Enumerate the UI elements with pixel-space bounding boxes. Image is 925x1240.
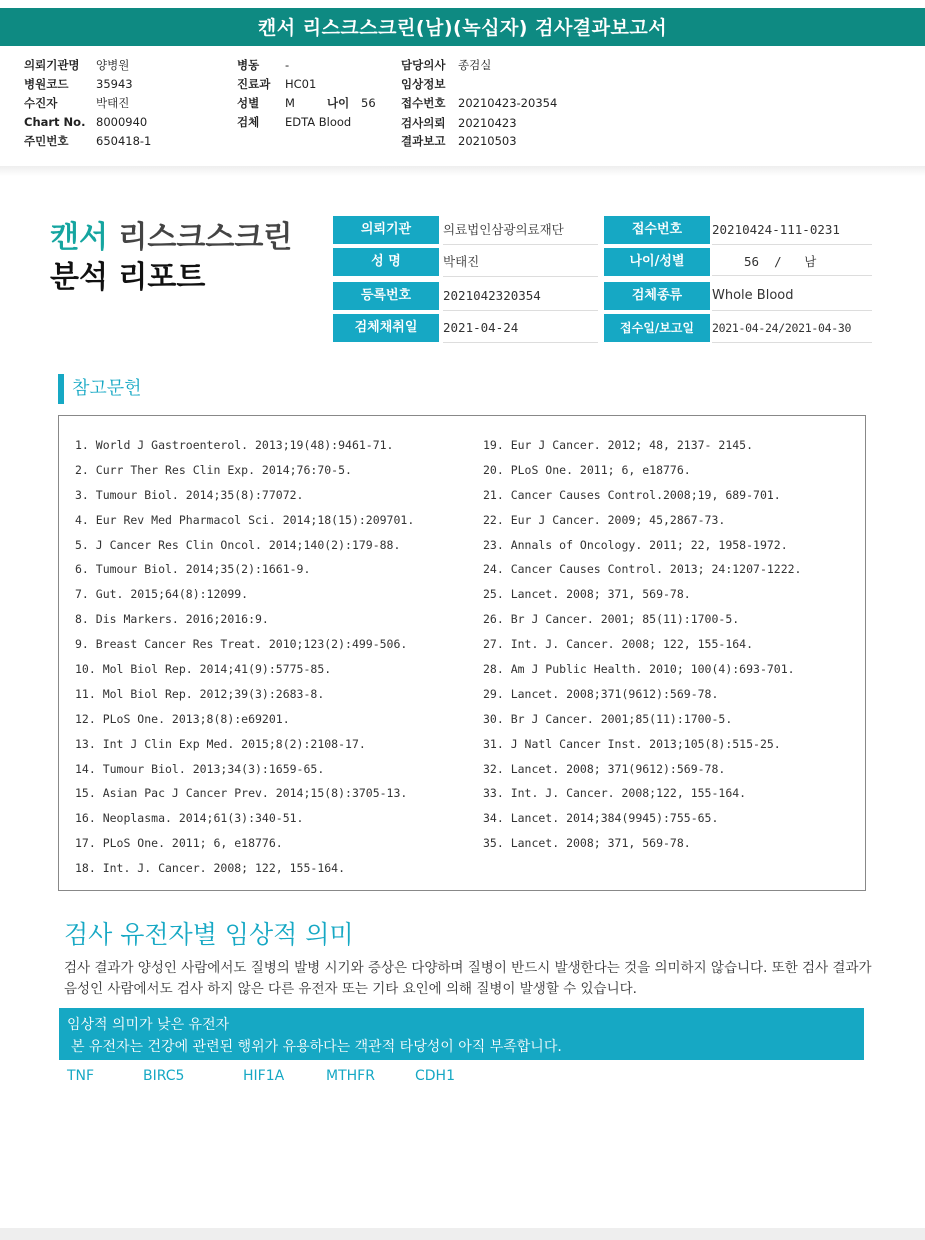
reference-item: 21. Cancer Causes Control.2008;19, 689-701. — [483, 487, 781, 502]
info-label-registration: 등록번호 — [333, 282, 439, 310]
banner-title: 임상적 의미가 낮은 유전자 — [67, 1017, 230, 1033]
reference-item: 23. Annals of Oncology. 2011; 22, 1958-1972. — [483, 537, 788, 552]
reference-item: 6. Tumour Biol. 2014;35(2):1661-9. — [75, 562, 311, 577]
reference-item: 31. J Natl Cancer Inst. 2013;105(8):515-25. — [483, 736, 781, 751]
meta-institution: 의뢰기관명 양병원 — [24, 58, 130, 72]
info-label-specimen-type: 검체종류 — [604, 282, 710, 310]
info-label-age-sex: 나이/성별 — [604, 248, 710, 276]
patient-meta — [0, 48, 925, 167]
meta-request-date: 검사의뢰 20210423 — [401, 116, 517, 130]
reference-item: 32. Lancet. 2008; 371(9612):569-78. — [483, 761, 726, 776]
info-value-age-sex: 56 / 남 — [712, 248, 872, 276]
gene-birc5: BIRC5 — [143, 1068, 185, 1084]
page-footer-bar — [0, 1228, 925, 1240]
reference-item: 34. Lancet. 2014;384(9945):755-65. — [483, 811, 719, 826]
info-value-registration: 2021042320354 — [443, 282, 598, 311]
meta-report-date: 결과보고 20210503 — [401, 134, 517, 148]
report-title: 캔서 리스크스크린(남)(녹십자) 검사결과보고서 — [0, 8, 925, 46]
info-label-dates: 접수일/보고일 — [604, 314, 710, 342]
reference-item: 1. World J Gastroenterol. 2013;19(48):9461-71. — [75, 438, 394, 452]
reference-item: 27. Int. J. Cancer. 2008; 122, 155-164. — [483, 637, 754, 652]
info-value-dates: 2021-04-24/2021-04-30 — [712, 314, 872, 343]
meta-hospital-code: 병원코드 35943 — [24, 77, 133, 91]
info-label-collection-date: 검체채취일 — [333, 314, 439, 342]
section-title: 검사 유전자별 임상적 의미 — [64, 920, 354, 949]
reference-item: 30. Br J Cancer. 2001;85(11):1700-5. — [483, 711, 733, 726]
reference-item: 8. Dis Markers. 2016;2016:9. — [75, 612, 269, 627]
reference-item: 17. PLoS One. 2011; 6, e18776. — [75, 836, 283, 851]
reference-item: 13. Int J Clin Exp Med. 2015;8(2):2108-17. — [75, 736, 366, 751]
reference-item: 20. PLoS One. 2011; 6, e18776. — [483, 462, 691, 477]
reference-item: 5. J Cancer Res Clin Oncol. 2014;140(2):179-88. — [75, 537, 401, 552]
reference-item: 14. Tumour Biol. 2013;34(3):1659-65. — [75, 761, 325, 776]
low-significance-banner — [59, 1008, 864, 1060]
references-left-column — [75, 433, 414, 881]
info-value-accession: 20210424-111-0231 — [712, 216, 872, 245]
gene-cdh1: CDH1 — [415, 1068, 455, 1084]
reference-item: 22. Eur J Cancer. 2009; 45,2867-73. — [483, 512, 726, 527]
meta-accession-no: 접수번호 20210423-20354 — [401, 96, 558, 110]
reference-item: 28. Am J Public Health. 2010; 100(4):693-701. — [483, 662, 795, 677]
reference-item: 11. Mol Biol Rep. 2012;39(3):2683-8. — [75, 686, 325, 701]
divider-shadow — [0, 166, 925, 176]
info-value-collection-date: 2021-04-24 — [443, 314, 598, 343]
meta-resident-no: 주민번호 650418-1 — [24, 134, 152, 148]
meta-doctor: 담당의사 종검실 — [401, 58, 492, 72]
reference-item: 33. Int. J. Cancer. 2008;122, 155-164. — [483, 786, 747, 801]
gene-hif1a: HIF1A — [243, 1068, 285, 1084]
reference-item: 15. Asian Pac J Cancer Prev. 2014;15(8):3705-13. — [75, 786, 408, 801]
reference-item: 18. Int. J. Cancer. 2008; 122, 155-164. — [75, 861, 346, 876]
reference-item: 29. Lancet. 2008;371(9612):569-78. — [483, 686, 719, 701]
reference-item: 4. Eur Rev Med Pharmacol Sci. 2014;18(15):209701. — [75, 512, 415, 527]
info-label-accession: 접수번호 — [604, 216, 710, 244]
reference-item: 10. Mol Biol Rep. 2014;41(9):5775-85. — [75, 662, 332, 677]
reference-item: 9. Breast Cancer Res Treat. 2010;123(2):499-506. — [75, 637, 408, 652]
info-value-specimen-type: Whole Blood — [712, 282, 872, 311]
references-heading: 참고문헌 — [58, 374, 142, 404]
reference-item: 16. Neoplasma. 2014;61(3):340-51. — [75, 811, 304, 826]
info-value-name: 박태진 — [443, 248, 598, 277]
references-right-column — [483, 433, 802, 856]
reference-item: 26. Br J Cancer. 2001; 85(11):1700-5. — [483, 612, 740, 627]
reference-item: 3. Tumour Biol. 2014;35(8):77072. — [75, 487, 304, 502]
meta-department: 진료과 HC01 — [237, 77, 317, 91]
reference-item: 25. Lancet. 2008; 371, 569-78. — [483, 587, 691, 602]
meta-specimen: 검체 EDTA Blood — [237, 115, 352, 129]
hero-title-main: 리스크스크린 — [118, 220, 293, 255]
reference-item: 19. Eur J Cancer. 2012; 48, 2137- 2145. — [483, 438, 754, 452]
meta-clinical-info: 임상정보 — [401, 77, 446, 91]
references-box — [58, 415, 866, 891]
info-label-institution: 의뢰기관 — [333, 216, 439, 244]
hero-title-line2: 분석 리포트 — [50, 260, 206, 295]
meta-age: 나이 56 — [327, 96, 376, 110]
gene-tnf: TNF — [67, 1068, 95, 1084]
reference-item: 7. Gut. 2015;64(8):12099. — [75, 587, 249, 602]
hero-title — [50, 218, 292, 298]
meta-chart-no: Chart No. 8000940 — [24, 115, 148, 129]
info-label-name: 성 명 — [333, 248, 439, 276]
meta-patient: 수진자 박태진 — [24, 96, 130, 110]
reference-item: 24. Cancer Causes Control. 2013; 24:1207-1222. — [483, 562, 802, 577]
section-description: 검사 결과가 양성인 사람에서도 질병의 발병 시기와 증상은 다양하며 질병이 반드시 발생한다는 것을 의미하지 않습니다. 또한 검사 결과가 음성인 사람에서도 검사 하지 않은 다른 유전자 또는 기타 요인에 의해 질병이 발생할 수 있습니다. — [64, 960, 872, 997]
reference-item: 12. PLoS One. 2013;8(8):e69201. — [75, 711, 290, 726]
gene-mthfr: MTHFR — [326, 1068, 375, 1084]
hero-title-accent: 캔서 — [50, 220, 108, 255]
banner-description: 본 유전자는 건강에 관련된 행위가 유용하다는 객관적 타당성이 아직 부족합니다. — [71, 1039, 562, 1055]
reference-item: 2. Curr Ther Res Clin Exp. 2014;76:70-5. — [75, 462, 352, 477]
info-value-institution: 의료법인삼광의료재단 — [443, 216, 598, 245]
meta-sex: 성별 M — [237, 96, 295, 110]
meta-ward: 병동 - — [237, 58, 290, 72]
reference-item: 35. Lancet. 2008; 371, 569-78. — [483, 836, 691, 851]
